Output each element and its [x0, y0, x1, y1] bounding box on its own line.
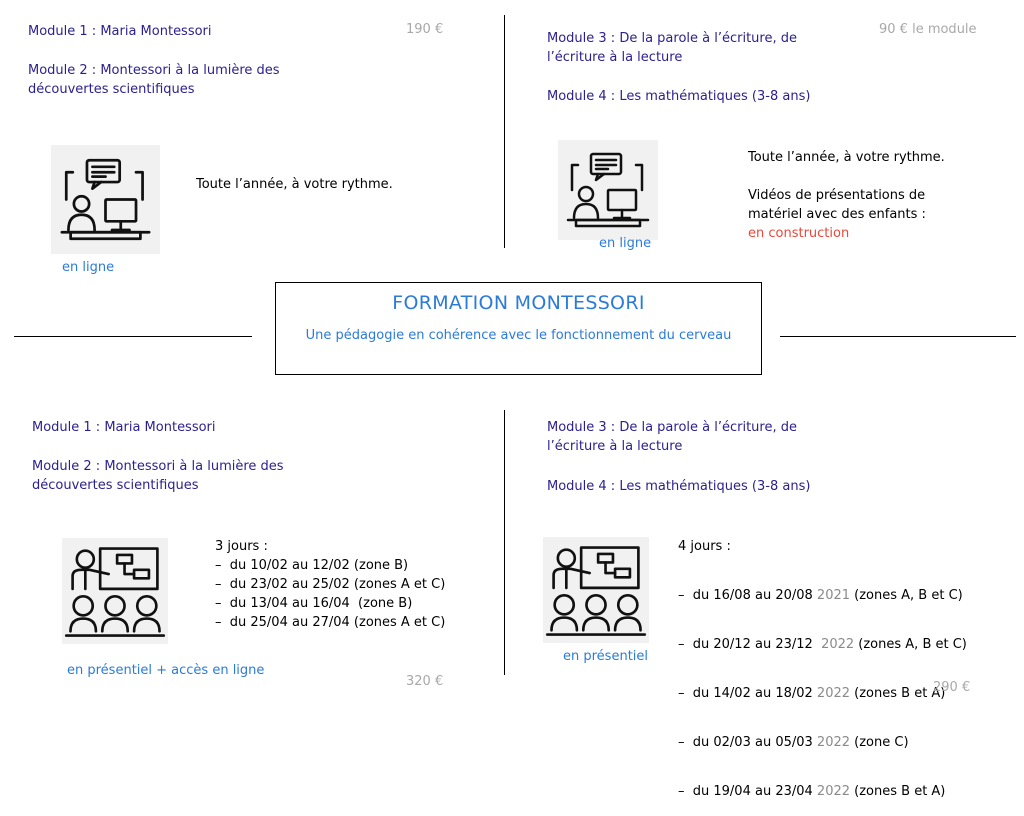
date-year: 2022: [816, 735, 851, 750]
videos-text: Vidéos de présentations de matériel avec des enfants :: [748, 188, 926, 222]
date-range: du 02/03 au 05/03: [692, 735, 817, 750]
divider-vertical-bottom: [504, 410, 505, 675]
module-1-title: Module 1 : Maria Montessori: [32, 420, 216, 435]
date-year: 2022: [821, 637, 855, 652]
module-4-title: Module 4 : Les mathématiques (3-8 ans): [547, 89, 811, 104]
list-item: – du 02/03 au 05/03 2022 (zone C): [678, 735, 909, 750]
schedule-text: Toute l’année, à votre rythme.: [748, 150, 945, 165]
days-label: 4 jours :: [678, 539, 731, 554]
price-label: 290 €: [933, 680, 971, 695]
date-range: du 20/12 au 23/12: [692, 637, 822, 652]
mode-label: en présentiel: [563, 649, 649, 664]
date-year: 2022: [816, 784, 851, 799]
list-item: – du 13/04 au 16/04 (zone B): [215, 596, 413, 611]
date-zones: (zones A, B et C): [850, 588, 963, 603]
date-range: du 23/02 au 25/02 (zones A et C): [229, 577, 446, 592]
mode-label: en présentiel + accès en ligne: [67, 663, 265, 678]
date-zones: (zones A, B et C): [854, 637, 967, 652]
online-training-icon: [51, 145, 160, 254]
divider-horizontal-left: [14, 336, 252, 337]
date-range: du 14/02 au 18/02: [692, 686, 817, 701]
date-range: du 10/02 au 12/02 (zone B): [229, 558, 409, 573]
status-text: en construction: [748, 226, 850, 241]
date-zones: (zones B et A): [850, 686, 946, 701]
divider-vertical-top: [504, 15, 505, 248]
module-3-title: Module 3 : De la parole à l’écriture, de l’écriture à la lecture: [547, 420, 797, 454]
title-box: [275, 282, 762, 375]
schedule-text: Toute l’année, à votre rythme.: [196, 177, 393, 192]
price-label: 90 € le module: [879, 22, 977, 37]
date-range: du 16/08 au 20/08: [692, 588, 817, 603]
price-label: 320 €: [406, 674, 444, 689]
mode-label: en ligne: [599, 236, 652, 251]
list-item: – du 23/02 au 25/02 (zones A et C): [215, 577, 446, 592]
list-item: – du 19/04 au 23/04 2022 (zones B et A): [678, 784, 946, 799]
module-2-title: Module 2 : Montessori à la lumière des découvertes scientifiques: [28, 63, 280, 97]
date-range: du 25/04 au 27/04 (zones A et C): [229, 615, 446, 630]
price-label: 190 €: [406, 22, 444, 37]
date-range: du 13/04 au 16/04 (zone B): [229, 596, 413, 611]
session-dates-list: [678, 556, 967, 816]
session-dates-list: [215, 556, 445, 632]
date-range: du 19/04 au 23/04: [692, 784, 817, 799]
days-label: 3 jours :: [215, 539, 268, 554]
module-2-title: Module 2 : Montessori à la lumière des découvertes scientifiques: [32, 459, 284, 493]
date-zones: (zone C): [850, 735, 909, 750]
date-year: 2021: [816, 588, 851, 603]
date-year: 2022: [816, 686, 851, 701]
classroom-training-icon: [543, 537, 649, 643]
date-zones: (zones B et A): [850, 784, 946, 799]
module-4-title: Module 4 : Les mathématiques (3-8 ans): [547, 479, 811, 494]
list-item: – du 10/02 au 12/02 (zone B): [215, 558, 409, 573]
list-item: – du 25/04 au 27/04 (zones A et C): [215, 615, 446, 630]
list-item: – du 16/08 au 20/08 2021 (zones A, B et C): [678, 588, 963, 603]
page-subtitle: Une pédagogie en cohérence avec le fonctionnement du cerveau: [305, 328, 732, 343]
module-3-title: Module 3 : De la parole à l’écriture, de l’écriture à la lecture: [547, 31, 797, 65]
page-title: FORMATION MONTESSORI: [392, 292, 645, 314]
online-training-icon: [558, 140, 658, 240]
module-1-title: Module 1 : Maria Montessori: [28, 24, 212, 39]
divider-horizontal-right: [780, 336, 1016, 337]
classroom-training-icon: [62, 538, 168, 644]
list-item: – du 20/12 au 23/12 2022 (zones A, B et C): [678, 637, 967, 652]
mode-label: en ligne: [62, 260, 115, 275]
list-item: – du 14/02 au 18/02 2022 (zones B et A): [678, 686, 946, 701]
